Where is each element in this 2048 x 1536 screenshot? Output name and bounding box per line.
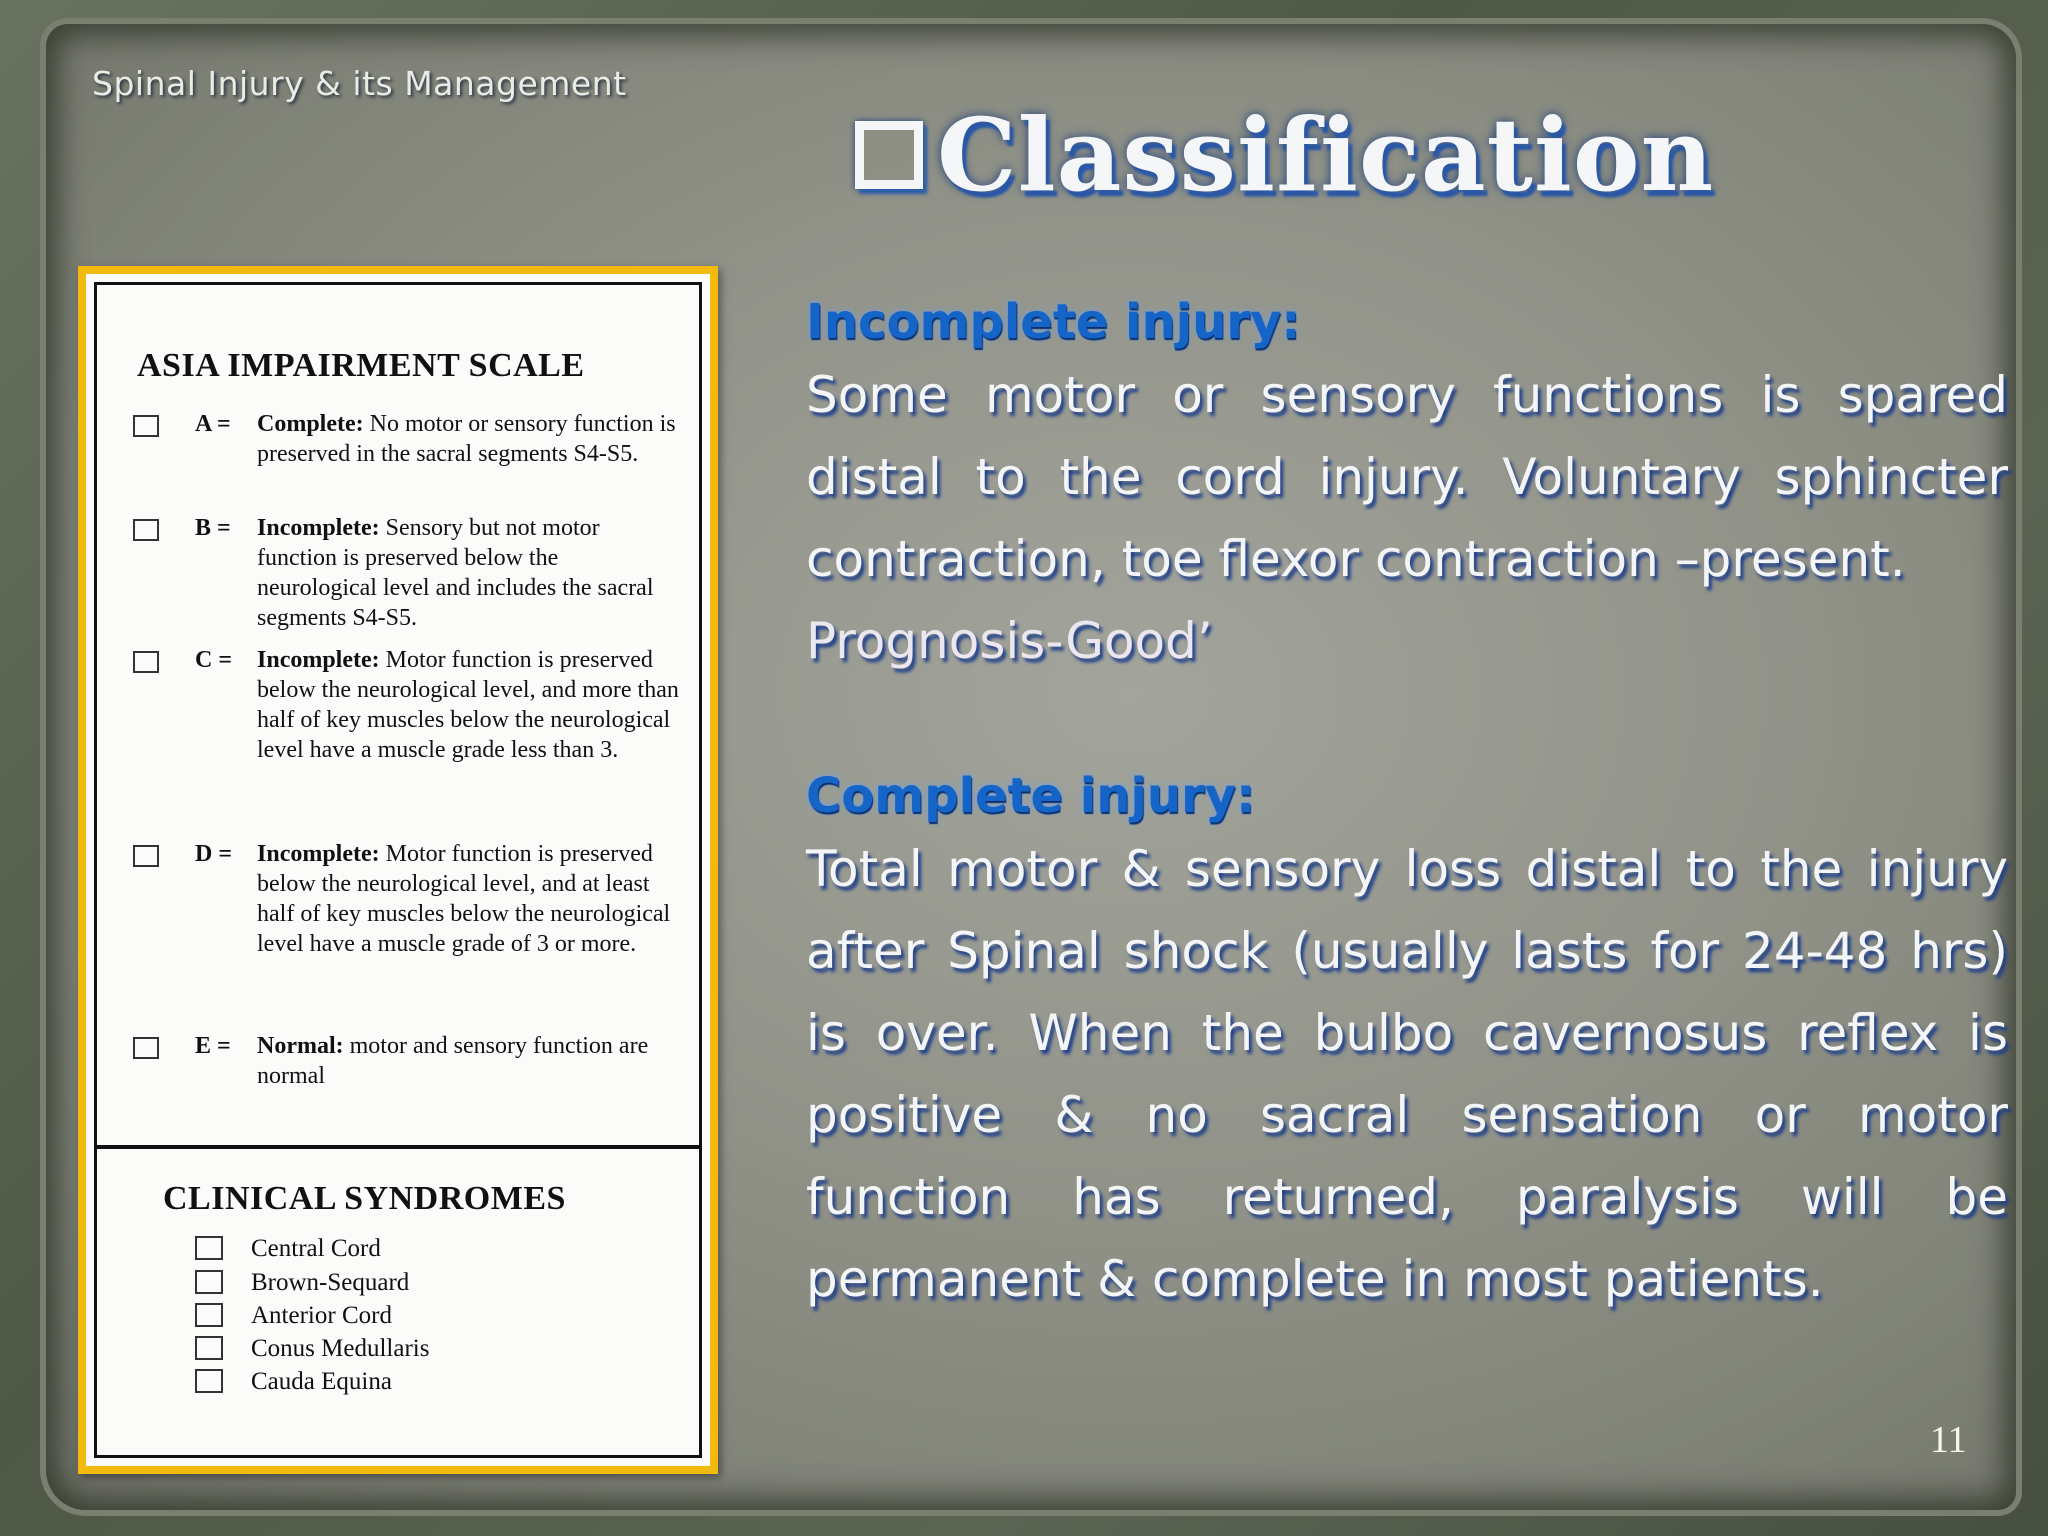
asia-desc xyxy=(257,645,683,765)
asia-item-d xyxy=(133,839,683,959)
asia-desc xyxy=(257,513,683,633)
syndrome-label: Cauda Equina xyxy=(251,1368,392,1395)
asia-term: Complete: xyxy=(257,411,364,437)
scan-divider xyxy=(97,1145,699,1149)
checkbox-icon xyxy=(195,1270,223,1294)
scan-border xyxy=(94,282,702,1458)
checkbox-icon xyxy=(133,415,159,437)
spacer xyxy=(806,682,2008,764)
syndrome-item xyxy=(195,1368,392,1396)
running-title: Spinal Injury & its Management xyxy=(92,64,627,103)
checkbox-icon xyxy=(195,1369,223,1393)
asia-item-c xyxy=(133,645,683,765)
asia-text: Motor function is preserved below the neurological level, and more than half of key muscles below the neurological level have a muscle grade less than 3. xyxy=(257,647,679,763)
asia-grade: B = xyxy=(195,515,231,541)
syndrome-item xyxy=(195,1235,381,1263)
asia-grade: C = xyxy=(195,647,233,673)
syndrome-item xyxy=(195,1302,392,1330)
incomplete-injury-heading: Incomplete injury: xyxy=(806,294,1301,350)
syndrome-label: Brown-Sequard xyxy=(251,1269,410,1296)
checkbox-icon xyxy=(133,1037,159,1059)
asia-desc xyxy=(257,839,683,959)
asia-term: Incomplete: xyxy=(257,515,380,541)
checkbox-icon xyxy=(133,651,159,673)
checkbox-bullet-icon xyxy=(855,121,923,189)
asia-text: No motor or sensory function is preserved in the sacral segments S4-S5. xyxy=(257,411,676,467)
syndrome-item xyxy=(195,1269,409,1297)
slide-body xyxy=(806,290,2008,1320)
asia-scale-image xyxy=(78,266,718,1474)
checkbox-icon xyxy=(195,1236,223,1260)
checkbox-icon xyxy=(195,1303,223,1327)
asia-desc xyxy=(257,1031,683,1091)
asia-text: motor and sensory function are normal xyxy=(257,1033,649,1089)
page-number: 11 xyxy=(1930,1419,1967,1461)
syndromes-heading: CLINICAL SYNDROMES xyxy=(163,1180,566,1217)
syndrome-label: Central Cord xyxy=(251,1235,381,1262)
asia-desc xyxy=(257,409,683,469)
syndrome-item xyxy=(195,1335,429,1363)
syndrome-label: Conus Medullaris xyxy=(251,1335,430,1362)
asia-text: Motor function is preserved below the neurological level, and at least half of key muscles below the neurological level have a muscle grade of 3 or more. xyxy=(257,841,671,957)
slide-title-text: Classification xyxy=(937,96,1715,214)
asia-term: Incomplete: xyxy=(257,647,380,673)
asia-grade: E = xyxy=(195,1033,231,1059)
asia-heading: ASIA IMPAIRMENT SCALE xyxy=(137,347,585,384)
checkbox-icon xyxy=(133,519,159,541)
asia-text: Sensory but not motor function is preserved below the neurological level and includes the sacral segments S4-S5. xyxy=(257,515,654,631)
syndrome-label: Anterior Cord xyxy=(251,1302,392,1329)
incomplete-injury-text: Some motor or sensory functions is spared distal to the cord injury. Voluntary sphincter contraction, toe flexor contraction –present. xyxy=(806,366,2008,588)
complete-injury-heading: Complete injury: xyxy=(806,768,1256,824)
complete-injury-text: Total motor & sensory loss distal to the injury after Spinal shock (usually lasts for 24-48 hrs) is over. When the bulbo cavernosus reflex is positive & no sacral sensation or motor function has returned, paralysis will be permanent & complete in most patients. xyxy=(806,840,2008,1308)
asia-term: Normal: xyxy=(257,1033,344,1059)
checkbox-icon xyxy=(195,1336,223,1360)
slide-title xyxy=(855,96,1715,214)
asia-grade: A = xyxy=(195,411,231,437)
checkbox-icon xyxy=(133,845,159,867)
asia-item-a xyxy=(133,409,683,469)
asia-item-b xyxy=(133,513,683,633)
asia-grade: D = xyxy=(195,841,233,867)
asia-term: Incomplete: xyxy=(257,841,380,867)
prognosis-text: Prognosis-Good’ xyxy=(806,612,1213,670)
asia-item-e xyxy=(133,1031,683,1091)
